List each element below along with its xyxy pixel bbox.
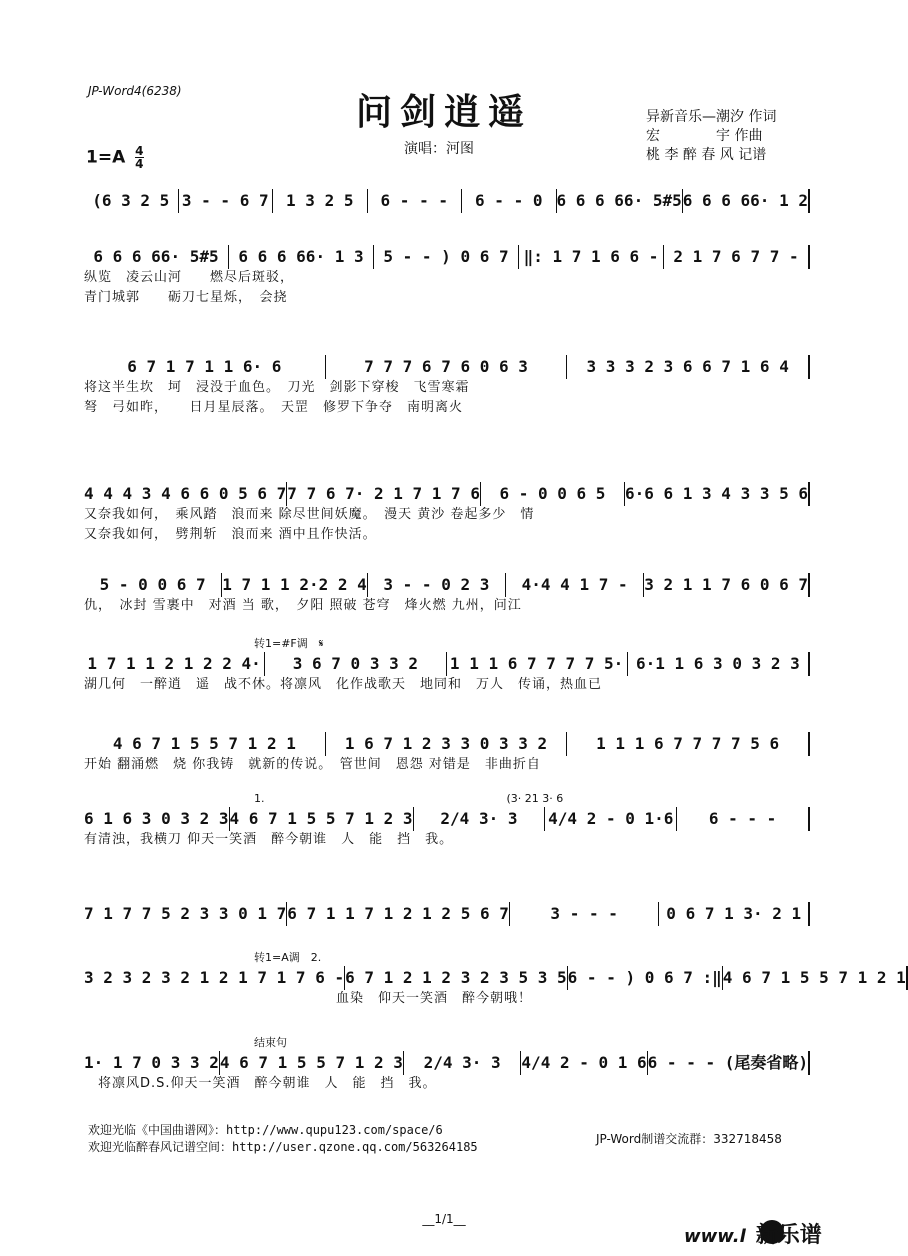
measure: 4 6 7 1 5 5 7 1 2 3 (230, 807, 414, 831)
measure: 6 6 6 66· 5#5 (84, 245, 229, 269)
measure: 0 6 7 1 3· 2 1 (659, 902, 810, 926)
measure: 2/4 3· 3 (404, 1051, 522, 1075)
time-denominator: 4 (135, 157, 144, 171)
notation-row (84, 1052, 810, 1074)
watermark (684, 1218, 822, 1249)
measure: 1 7 1 1 2·2 2 4 (222, 573, 368, 597)
transcriber-credit: 桃 李 醉 春 风 记谱 (646, 147, 767, 163)
measure: 6 - - 0 (462, 189, 557, 213)
measure: 3 2 3 2 3 2 1 2 1 7 1 7 6 - (84, 966, 345, 990)
measure: 7 1 7 7 5 2 3 3 0 1 7 (84, 902, 287, 926)
lyric-line: 又奈我如何， 乘风踏 浪而来 除尽世间妖魔。 漫天 黄沙 卷起多少 情 (84, 507, 535, 522)
lyricist-credit: 异新音乐—潮汐 作词 (646, 109, 777, 125)
score-system (84, 951, 906, 1009)
measure: 6 - 0 0 6 5 (481, 482, 625, 506)
score-marking: 转1=#F调 𝄋 (254, 637, 324, 650)
score-system (84, 483, 810, 545)
notation-row (84, 653, 810, 675)
measure: 3 - - - (510, 902, 660, 926)
qq-group: JP-Word制谱交流群：332718458 (596, 1132, 782, 1146)
measure: 3 - - 6 7 (179, 189, 274, 213)
measure: 6 6 6 66· 1 2 (683, 189, 810, 213)
measure: 2 1 7 6 7 7 - (664, 245, 810, 269)
notation-row (84, 574, 810, 596)
measure: 4/4 2 - 0 1 6 (521, 1051, 647, 1075)
score-marking: 转1=A调 2. (254, 951, 322, 964)
measure: 2/4 3· 3 (414, 807, 546, 831)
measure: 6 - - - (677, 807, 810, 831)
measure: 1 1 1 6 7 7 7 7 5· (447, 652, 628, 676)
software-label: JP-Word4(6238) (88, 84, 182, 98)
measure: 4 6 7 1 5 5 7 1 2 3 (220, 1051, 404, 1075)
lyric-line: 青门城郭 砺刀七星烁， 会挠 (84, 290, 288, 305)
score-marking: 1. (3· 21 3· 6 (254, 792, 564, 805)
measure: 3 2 1 1 7 6 0 6 7 (644, 573, 810, 597)
measure: 5 - 0 0 6 7 (84, 573, 222, 597)
measure: 4 4 4 3 4 6 6 0 5 6 7 (84, 482, 287, 506)
measure: ‖: 1 7 1 6 6 - (519, 245, 664, 269)
score-marking: 结束句 (254, 1036, 287, 1049)
measure: 1 7 1 1 2 1 2 2 4· (84, 652, 265, 676)
score-system (84, 574, 810, 616)
measure: 6 - - - (尾奏省略) (648, 1051, 810, 1075)
footer-link-2[interactable]: 欢迎光临醉春风记谱空间：http://user.qzone.qq.com/563264185 (88, 1140, 478, 1154)
measure: 6 1 6 3 0 3 2 3 (84, 807, 230, 831)
lyric-line: 有清浊，我横刀 仰天一笑酒 醉今朝谁 人 能 挡 我。 (84, 832, 454, 847)
score-system (84, 733, 810, 775)
score-system (84, 356, 810, 418)
measure: 4/4 2 - 0 1·6 (545, 807, 677, 831)
measure: 7 7 6 7· 2 1 7 1 7 6 (287, 482, 481, 506)
lyric-line: 弩 弓如昨， 日月星辰落。 天罡 修罗下争夺 南明离火 (84, 400, 464, 415)
notation-row (84, 483, 810, 505)
notation-row (84, 967, 906, 989)
measure: 6 7 1 1 7 1 2 1 2 5 6 7 (287, 902, 510, 926)
notation-row (84, 733, 810, 755)
lyric-line: 又奈我如何， 劈荆斩 浪而来 酒中且作快活。 (84, 527, 377, 542)
footer-link-1[interactable]: 欢迎光临《中国曲谱网》：http://www.qupu123.com/space/6 (88, 1123, 443, 1137)
credits (646, 108, 776, 165)
measure: 6 - - ) 0 6 7 :‖ (568, 966, 723, 990)
measure: 1· 1 7 0 3 3 2 (84, 1051, 220, 1075)
measure: 4 6 7 1 5 5 7 1 2 1 (723, 966, 908, 990)
notation-row (84, 808, 810, 830)
key-label: 1=A (86, 147, 126, 168)
singer-label: 演唱：河图 (404, 141, 474, 157)
measure: 6·1 1 6 3 0 3 2 3 (628, 652, 810, 676)
notation-row (84, 190, 810, 212)
measure: 6 6 6 66· 1 3 (229, 245, 374, 269)
time-numerator: 4 (135, 144, 144, 158)
measure: (6 3 2 5 (84, 189, 179, 213)
lyric-line: 开始 翻涌燃 烧 你我铸 就新的传说。 管世间 恩怨 对错是 非曲折自 (84, 757, 541, 772)
measure: 3 6 7 0 3 3 2 (265, 652, 446, 676)
watermark-brand: 新乐谱 (755, 1223, 822, 1248)
score-system (84, 246, 810, 308)
measure: 1 3 2 5 (273, 189, 368, 213)
notation-row (84, 356, 810, 378)
measure: 1 6 7 1 2 3 3 0 3 3 2 (326, 732, 568, 756)
score-system (84, 903, 810, 925)
lyric-line: 血染 仰天一笑酒 醉今朝哦！ (84, 991, 533, 1006)
measure: 5 - - ) 0 6 7 (374, 245, 519, 269)
notation-row (84, 903, 810, 925)
song-title: 问剑逍遥 (355, 91, 532, 133)
measure: 4 6 7 1 5 5 7 1 2 1 (84, 732, 326, 756)
lyric-line: 将凛风D.S.仰天一笑酒 醉今朝谁 人 能 挡 我。 (84, 1076, 437, 1091)
watermark-url: www.l (684, 1226, 746, 1247)
notation-row (84, 246, 810, 268)
measure: 4·4 4 1 7 - (506, 573, 644, 597)
lyric-line: 湖几何 一醉逍 遥 战不休。将凛风 化作战歌天 地同和 万人 传诵，热血已 (84, 677, 603, 692)
measure: 6 7 1 2 1 2 3 2 3 5 3 5 (345, 966, 568, 990)
footer-links (88, 1122, 478, 1156)
score-system (84, 637, 810, 695)
lyric-line: 仇， 冰封 雪裹中 对酒 当 歌， 夕阳 照破 苍穹 烽火燃 九州，问江 (84, 598, 522, 613)
score-system (84, 190, 810, 212)
time-signature (135, 145, 143, 170)
measure: 1 1 1 6 7 7 7 7 5 6 (567, 732, 810, 756)
measure: 6 6 6 66· 5#5 (557, 189, 683, 213)
key-signature (86, 145, 144, 170)
score-system (84, 1036, 810, 1094)
measure: 6·6 6 1 3 4 3 3 5 6 (625, 482, 810, 506)
lyric-line: 将这半生坎 坷 浸没于血色。 刀光 剑影下穿梭 飞雪寒霜 (84, 380, 470, 395)
composer-credit: 宏 宇 作曲 (646, 128, 763, 144)
measure: 6 - - - (368, 189, 463, 213)
measure: 3 3 3 2 3 6 6 7 1 6 4 (567, 355, 810, 379)
page-number: __1/1__ (422, 1212, 466, 1226)
lyric-line: 纵览 凌云山河 燃尽后斑驳， (84, 270, 295, 285)
measure: 3 - - 0 2 3 (368, 573, 506, 597)
score-system (84, 792, 810, 850)
measure: 7 7 7 6 7 6 0 6 3 (326, 355, 568, 379)
measure: 6 7 1 7 1 1 6· 6 (84, 355, 326, 379)
